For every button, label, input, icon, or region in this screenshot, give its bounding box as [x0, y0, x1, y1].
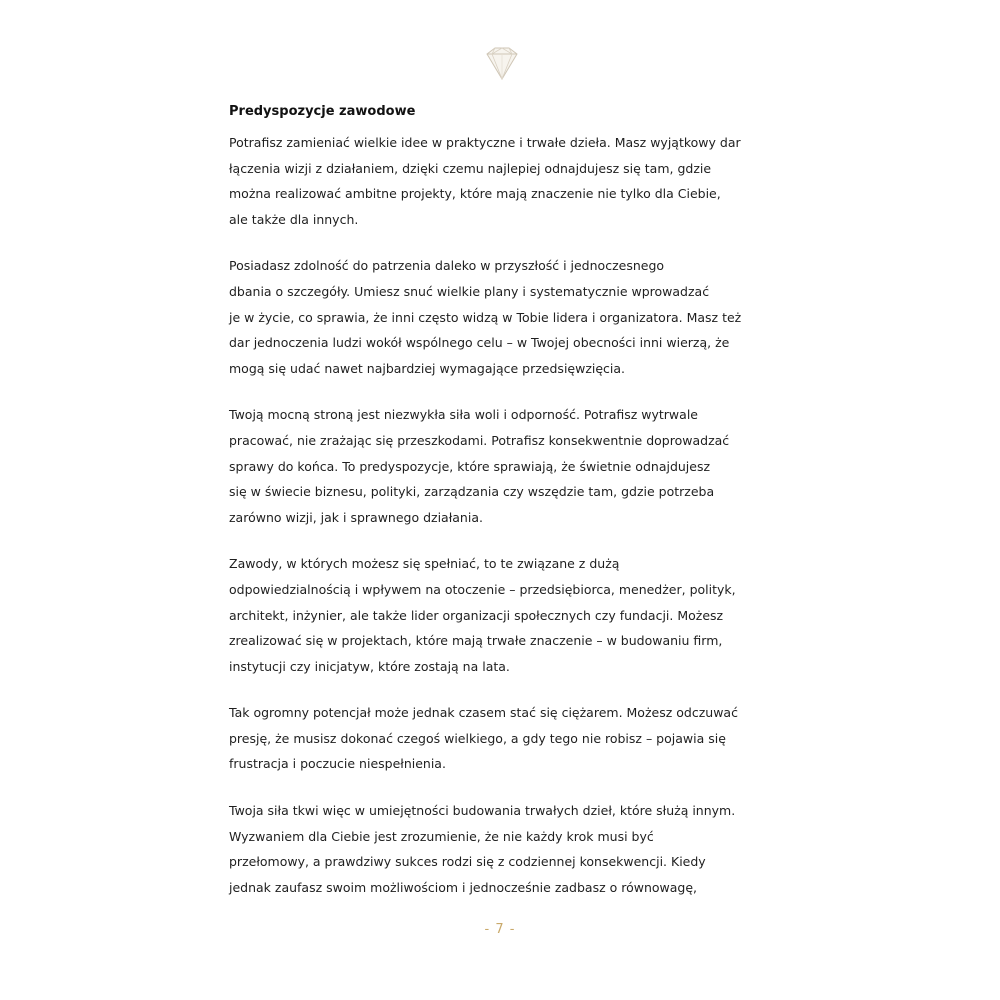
paragraph	[229, 130, 789, 232]
paragraph	[229, 798, 789, 900]
paragraph-line: jednak zaufasz swoim możliwościom i jednocześnie zadbasz o równowagę,	[229, 879, 698, 895]
paragraph-line: Posiadasz zdolność do patrzenia daleko w przyszłość i jednoczesnego	[229, 258, 665, 274]
document-body	[229, 101, 789, 921]
paragraph-line: frustracja i poczucie niespełnienia.	[229, 756, 446, 772]
paragraph-line: przełomowy, a prawdziwy sukces rodzi się z codziennej konsekwencji. Kiedy	[229, 854, 706, 870]
paragraph-line: odpowiedzialnością i wpływem na otoczenie – przedsiębiorca, menedżer, polityk,	[229, 581, 736, 597]
paragraph-line: ale także dla innych.	[229, 211, 359, 227]
paragraph-line: zarówno wizji, jak i sprawnego działania.	[229, 509, 483, 525]
paragraph-line: Potrafisz zamieniać wielkie idee w praktyczne i trwałe dzieła. Masz wyjątkowy dar	[229, 135, 741, 150]
page-number: - 7 -	[484, 922, 516, 937]
paragraph	[229, 253, 789, 381]
paragraph-line: instytucji czy inicjatyw, które zostają na lata.	[229, 658, 510, 674]
paragraph-line: presję, że musisz dokonać czegoś wielkiego, a gdy tego nie robisz – pojawia się	[229, 730, 726, 746]
paragraph-line: dbania o szczegóły. Umiesz snuć wielkie plany i systematycznie wprowadzać	[229, 283, 710, 299]
paragraph-line: mogą się udać nawet najbardziej wymagające przedsięwzięcia.	[229, 360, 626, 376]
paragraph-line: zrealizować się w projektach, które mają trwałe znaczenie – w budowaniu firm,	[229, 633, 723, 649]
paragraph-line: architekt, inżynier, ale także lider organizacji społecznych czy fundacji. Możesz	[229, 607, 724, 623]
paragraph	[229, 700, 789, 777]
paragraph-line: Wyzwaniem dla Ciebie jest zrozumienie, że nie każdy krok musi być	[229, 828, 654, 844]
section-heading: Predyspozycje zawodowe	[229, 104, 416, 119]
paragraph-line: sprawy do końca. To predyspozycje, które sprawiają, że świetnie odnajdujesz	[229, 458, 711, 474]
paragraph-line: Twoją mocną stroną jest niezwykła siła woli i odporność. Potrafisz wytrwale	[229, 407, 698, 423]
paragraph-line: dar jednoczenia ludzi wokół wspólnego celu – w Twojej obecności inni wierzą, że	[229, 335, 730, 351]
paragraph-list	[229, 130, 789, 900]
paragraph-line: Tak ogromny potencjał może jednak czasem stać się ciężarem. Możesz odczuwać	[229, 705, 738, 721]
paragraph-line: je w życie, co sprawia, że inni często widzą w Tobie lidera i organizatora. Masz też	[229, 309, 742, 325]
paragraph-line: łączenia wizji z działaniem, dzięki czemu najlepiej odnajdujesz się tam, gdzie	[229, 160, 712, 176]
paragraph	[229, 551, 789, 679]
diamond-icon	[480, 46, 524, 82]
paragraph-line: Twoja siła tkwi więc w umiejętności budowania trwałych dzieł, które służą innym.	[229, 803, 736, 819]
paragraph-line: można realizować ambitne projekty, które mają znaczenie nie tylko dla Ciebie,	[229, 186, 721, 202]
paragraph-line: Zawody, w których możesz się spełniać, to te związane z dużą	[229, 556, 620, 572]
paragraph	[229, 402, 789, 530]
paragraph-line: pracować, nie zrażając się przeszkodami. Potrafisz konsekwentnie doprowadzać	[229, 432, 730, 448]
paragraph-line: się w świecie biznesu, polityki, zarządzania czy wszędzie tam, gdzie potrzeba	[229, 484, 715, 500]
